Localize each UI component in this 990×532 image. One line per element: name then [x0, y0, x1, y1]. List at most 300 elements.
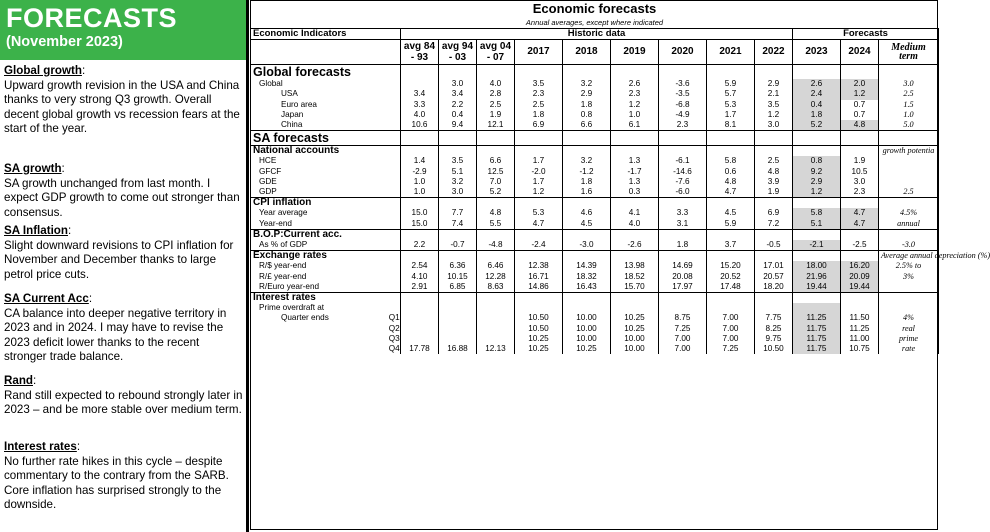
value-cell: 7.4	[439, 219, 477, 230]
section-heading: SA growth	[4, 162, 62, 175]
value-cell: 4.1	[611, 208, 659, 218]
value-cell	[477, 334, 515, 344]
value-cell: 10.00	[611, 334, 659, 344]
value-cell: 4%	[879, 313, 939, 323]
value-cell: 5.1	[439, 167, 477, 177]
value-cell: 2.2	[439, 100, 477, 110]
value-cell: 4.5	[707, 208, 755, 218]
empty-cell	[439, 198, 477, 209]
commentary-section: SA growth: SA growth unchanged from last month. I expect GDP growth to come out stronger than consensus.	[4, 162, 240, 219]
table-title: Economic forecasts	[532, 1, 657, 16]
value-cell: 2.5	[879, 89, 939, 99]
empty-cell	[563, 293, 611, 304]
empty-cell	[477, 293, 515, 304]
value-cell: 3.1	[659, 219, 707, 230]
value-cell: 7.2	[755, 219, 793, 230]
value-cell: 11.50	[841, 313, 879, 323]
value-cell: 3.2	[439, 177, 477, 187]
value-cell: 2.5	[477, 100, 515, 110]
row-label: GFCF	[251, 167, 389, 177]
empty-cell	[401, 131, 439, 146]
value-cell: -2.9	[401, 167, 439, 177]
table-row	[251, 120, 939, 131]
value-cell	[477, 324, 515, 334]
value-cell	[793, 303, 841, 313]
value-cell: rate	[879, 344, 939, 354]
value-cell	[879, 167, 939, 177]
section-heading: Interest rates	[4, 440, 77, 453]
value-cell: 6.6	[563, 120, 611, 131]
table-row	[251, 251, 939, 262]
table-row	[251, 219, 939, 230]
empty-cell	[707, 146, 755, 157]
empty-cell	[879, 65, 939, 80]
value-cell: 2.54	[401, 261, 439, 271]
value-cell: 1.4	[401, 156, 439, 166]
medium-term-note: Average annual depreciation (%)	[879, 251, 939, 262]
value-cell: 10.25	[515, 344, 563, 354]
value-cell: -2.5	[841, 240, 879, 251]
value-cell: 10.5	[841, 167, 879, 177]
year-header: 2018	[563, 40, 611, 65]
value-cell: 5.0	[879, 120, 939, 131]
value-cell	[401, 313, 439, 323]
empty-cell	[563, 65, 611, 80]
empty-cell	[707, 131, 755, 146]
value-cell: 3.3	[401, 100, 439, 110]
empty-cell	[401, 229, 439, 240]
value-cell: 7.00	[707, 324, 755, 334]
empty-cell	[707, 293, 755, 304]
row-label: As % of GDP	[251, 240, 389, 251]
value-cell: 4.7	[515, 219, 563, 230]
value-cell: 4.8	[707, 177, 755, 187]
section-heading: Rand	[4, 374, 33, 387]
forecasts-banner	[0, 0, 246, 60]
forecast-table-panel	[250, 0, 990, 532]
empty-cell	[793, 198, 841, 209]
quarter-label	[389, 110, 401, 120]
quarter-label: Q4	[388, 344, 400, 354]
table-row	[251, 89, 939, 99]
row-label: USA	[251, 89, 389, 99]
table-subtitle: Annual averages, except where indicated	[525, 18, 664, 27]
value-cell	[401, 324, 439, 334]
empty-cell	[841, 198, 879, 209]
table-row	[251, 313, 939, 323]
section-text: SA growth unchanged from last month. I expect GDP growth to come out stronger than consensus.	[4, 176, 240, 219]
table-row	[251, 303, 939, 313]
value-cell: -3.0	[563, 240, 611, 251]
row-label: Japan	[251, 110, 389, 120]
value-cell: 3.5	[755, 100, 793, 110]
value-cell: 1.9	[755, 187, 793, 198]
commentary-section: Global growth: Upward growth revision in the USA and China thanks to very strong Q3 growth. Overall decent global growth vs recession fears at the start of the year.	[4, 64, 240, 136]
row-label: R/Euro year-end	[251, 282, 389, 293]
row-label: China	[251, 120, 389, 131]
value-cell: 4.7	[707, 187, 755, 198]
row-label: Quarter ends	[251, 313, 389, 323]
economic-forecast-table	[250, 0, 990, 354]
value-cell: -2.4	[515, 240, 563, 251]
value-cell: 20.08	[659, 272, 707, 282]
value-cell	[879, 282, 939, 293]
value-cell: 18.32	[563, 272, 611, 282]
commentary-section: SA Current Acc: CA balance into deeper negative territory in 2023 and in 2024. I may have to revise the 2023 deficit lower thanks to the recent stronger trade balance.	[4, 292, 227, 364]
value-cell: 2.3	[659, 120, 707, 131]
value-cell: 17.78	[401, 344, 439, 354]
value-cell: 6.36	[439, 261, 477, 271]
medium-term-note	[879, 229, 939, 240]
value-cell: 10.50	[515, 313, 563, 323]
empty-cell	[401, 65, 439, 80]
empty-cell	[793, 131, 841, 146]
empty-cell	[755, 146, 793, 157]
value-cell	[563, 303, 611, 313]
value-cell: 20.52	[707, 272, 755, 282]
row-label: HCE	[251, 156, 389, 166]
value-cell: 1.8	[793, 110, 841, 120]
value-cell: 3.0	[439, 187, 477, 198]
empty-cell	[515, 293, 563, 304]
forecasts-header: Forecasts	[793, 29, 939, 40]
year-header: 2024	[841, 40, 879, 65]
value-cell: 10.00	[563, 313, 611, 323]
empty-cell	[659, 198, 707, 209]
value-cell: 4.7	[841, 208, 879, 218]
medium-term-note	[879, 198, 939, 209]
year-header: 2021	[707, 40, 755, 65]
empty-cell	[401, 251, 439, 262]
value-cell: 3.2	[563, 156, 611, 166]
year-header-blank	[251, 40, 401, 65]
table-row	[251, 198, 939, 209]
subsection-label: CPI inflation	[251, 198, 401, 209]
subsection-label: National accounts	[251, 146, 401, 157]
medium-term-note: growth potentia	[879, 146, 939, 157]
value-cell: 4.0	[401, 110, 439, 120]
empty-cell	[477, 146, 515, 157]
banner-title: FORECASTS	[6, 3, 178, 33]
empty-cell	[477, 198, 515, 209]
table-row	[251, 208, 939, 218]
value-cell: 17.48	[707, 282, 755, 293]
value-cell: 2.1	[755, 89, 793, 99]
empty-cell	[401, 146, 439, 157]
value-cell: 7.25	[659, 324, 707, 334]
empty-cell	[793, 146, 841, 157]
value-cell: 11.75	[793, 344, 841, 354]
year-header: 2019	[611, 40, 659, 65]
value-cell: 6.9	[755, 208, 793, 218]
value-cell: 17.97	[659, 282, 707, 293]
value-cell: 2.0	[841, 79, 879, 89]
section-heading: Global growth	[4, 64, 82, 77]
medium-term-note	[879, 293, 939, 304]
value-cell: 1.7	[515, 177, 563, 187]
table-row	[251, 79, 939, 89]
value-cell	[515, 303, 563, 313]
empty-cell	[755, 65, 793, 80]
empty-cell	[563, 251, 611, 262]
value-cell: 3.0	[755, 120, 793, 131]
value-cell: 0.8	[793, 156, 841, 166]
quarter-label: Q2	[388, 323, 400, 333]
value-cell: 3.7	[707, 240, 755, 251]
row-label: GDP	[251, 187, 389, 198]
indicators-header: Economic Indicators	[251, 29, 401, 40]
empty-cell	[515, 198, 563, 209]
value-cell: 1.0	[879, 110, 939, 120]
value-cell	[439, 324, 477, 334]
value-cell: 8.75	[659, 313, 707, 323]
value-cell: 14.69	[659, 261, 707, 271]
empty-cell	[841, 146, 879, 157]
section-text: No further rate hikes in this cycle – despite commentary to the contrary from the SARB. Core inflation has surprised strongly to the downside.	[4, 454, 229, 512]
value-cell: 3.4	[439, 89, 477, 99]
value-cell: 2.5	[515, 100, 563, 110]
empty-cell	[515, 229, 563, 240]
empty-cell	[611, 251, 659, 262]
value-cell: -2.6	[611, 240, 659, 251]
value-cell: 0.8	[563, 110, 611, 120]
empty-cell	[659, 65, 707, 80]
value-cell: 4.8	[755, 167, 793, 177]
value-cell: 2.3	[611, 89, 659, 99]
value-cell: -0.5	[755, 240, 793, 251]
value-cell: 5.8	[707, 156, 755, 166]
value-cell: 5.3	[707, 100, 755, 110]
empty-cell	[755, 229, 793, 240]
value-cell: 4.5%	[879, 208, 939, 218]
value-cell: 11.75	[793, 324, 841, 334]
value-cell	[401, 79, 439, 89]
value-cell: 9.4	[439, 120, 477, 131]
value-cell	[879, 177, 939, 187]
value-cell: annual	[879, 219, 939, 230]
value-cell: 6.6	[477, 156, 515, 166]
value-cell: 1.0	[401, 177, 439, 187]
value-cell: 1.3	[611, 177, 659, 187]
empty-cell	[477, 65, 515, 80]
commentary-section: Interest rates: No further rate hikes in this cycle – despite commentary to the contrary from the SARB. Core inflation has surprised strongly to the downside.	[4, 440, 229, 512]
value-cell: 10.25	[515, 334, 563, 344]
empty-cell	[611, 229, 659, 240]
quarter-label	[389, 156, 401, 166]
table-row	[251, 334, 939, 344]
value-cell: 3.0	[841, 177, 879, 187]
value-cell: 21.96	[793, 272, 841, 282]
commentary-panel	[0, 0, 246, 532]
value-cell: -1.2	[563, 167, 611, 177]
value-cell: 0.4	[439, 110, 477, 120]
value-cell: 2.6	[793, 79, 841, 89]
value-cell: 1.0	[611, 110, 659, 120]
value-cell: 10.6	[401, 120, 439, 131]
value-cell: 3.4	[401, 89, 439, 99]
value-cell: 4.0	[611, 219, 659, 230]
value-cell: 20.09	[841, 272, 879, 282]
value-cell: 1.8	[515, 110, 563, 120]
table-row	[251, 100, 939, 110]
value-cell: 1.0	[401, 187, 439, 198]
value-cell: 3.9	[755, 177, 793, 187]
value-cell: 10.00	[563, 334, 611, 344]
value-cell	[707, 303, 755, 313]
value-cell: 5.8	[793, 208, 841, 218]
value-cell: 7.75	[755, 313, 793, 323]
empty-cell	[841, 131, 879, 146]
value-cell: 1.8	[563, 177, 611, 187]
historic-header: Historic data	[401, 29, 793, 40]
value-cell: 18.52	[611, 272, 659, 282]
value-cell: 10.75	[841, 344, 879, 354]
quarter-label	[389, 187, 401, 198]
empty-cell	[401, 198, 439, 209]
value-cell: 1.6	[563, 187, 611, 198]
value-cell: 5.7	[707, 89, 755, 99]
value-cell: 2.9	[563, 89, 611, 99]
value-cell: 15.0	[401, 219, 439, 230]
value-cell: -6.8	[659, 100, 707, 110]
commentary-section: Rand: Rand still expected to rebound strongly later in 2023 – and be more stable over medium term.	[4, 374, 243, 417]
value-cell: 8.25	[755, 324, 793, 334]
quarter-label	[389, 167, 401, 177]
value-cell: -2.0	[515, 167, 563, 177]
empty-cell	[659, 146, 707, 157]
value-cell: 0.7	[841, 100, 879, 110]
table-row	[251, 229, 939, 240]
section-text: Upward growth revision in the USA and China thanks to very strong Q3 growth. Overall decent global growth vs recession fears at the start of the year.	[4, 78, 240, 136]
empty-cell	[755, 251, 793, 262]
value-cell	[439, 313, 477, 323]
value-cell: 5.2	[793, 120, 841, 131]
value-cell: 5.1	[793, 219, 841, 230]
value-cell: -0.7	[439, 240, 477, 251]
value-cell: 6.46	[477, 261, 515, 271]
value-cell	[401, 334, 439, 344]
value-cell: 2.91	[401, 282, 439, 293]
value-cell: 10.15	[439, 272, 477, 282]
value-cell: 1.2	[793, 187, 841, 198]
value-cell: 12.5	[477, 167, 515, 177]
value-cell: 3.0	[439, 79, 477, 89]
empty-cell	[659, 229, 707, 240]
value-cell: 10.25	[611, 313, 659, 323]
value-cell: real	[879, 324, 939, 334]
value-cell: 14.86	[515, 282, 563, 293]
value-cell: 1.2	[841, 89, 879, 99]
empty-cell	[707, 229, 755, 240]
empty-cell	[563, 229, 611, 240]
empty-cell	[477, 251, 515, 262]
value-cell: 6.85	[439, 282, 477, 293]
value-cell: 2.9	[793, 177, 841, 187]
row-label: Global	[251, 79, 389, 89]
value-cell: 0.3	[611, 187, 659, 198]
value-cell: 1.8	[659, 240, 707, 251]
value-cell: 3%	[879, 272, 939, 282]
value-cell: 1.2	[755, 110, 793, 120]
quarter-label: Q1	[388, 313, 400, 323]
value-cell: -4.9	[659, 110, 707, 120]
value-cell: 2.4	[793, 89, 841, 99]
value-cell	[659, 303, 707, 313]
empty-cell	[841, 293, 879, 304]
section-text: Slight downward revisions to CPI inflation for November and December thanks to large petrol price cuts.	[4, 238, 234, 281]
section-label: SA forecasts	[251, 131, 401, 146]
empty-cell	[611, 146, 659, 157]
section-text: CA balance into deeper negative territory in 2023 and in 2024. I may have to revise the 2023 deficit lower thanks to the recent stronger trade balance.	[4, 306, 227, 364]
value-cell: 2.3	[515, 89, 563, 99]
row-label: Prime overdraft at	[251, 303, 389, 313]
value-cell	[439, 303, 477, 313]
value-cell: -14.6	[659, 167, 707, 177]
table-row	[251, 240, 939, 251]
value-cell: 7.0	[477, 177, 515, 187]
empty-cell	[611, 131, 659, 146]
value-cell: 12.1	[477, 120, 515, 131]
value-cell: 4.6	[563, 208, 611, 218]
empty-cell	[879, 131, 939, 146]
quarter-label	[389, 100, 401, 110]
empty-cell	[659, 293, 707, 304]
value-cell: 3.0	[879, 79, 939, 89]
year-header: 2017	[515, 40, 563, 65]
value-cell: 8.1	[707, 120, 755, 131]
empty-cell	[439, 251, 477, 262]
table-row	[251, 261, 939, 271]
value-cell: 1.5	[879, 100, 939, 110]
table-row	[251, 131, 939, 146]
year-header: Medium term	[879, 40, 939, 65]
empty-cell	[401, 293, 439, 304]
empty-cell	[707, 251, 755, 262]
section-label: Global forecasts	[251, 65, 401, 80]
value-cell: 4.5	[563, 219, 611, 230]
value-cell: 6.9	[515, 120, 563, 131]
empty-cell	[793, 65, 841, 80]
value-cell: -3.6	[659, 79, 707, 89]
value-cell: 14.39	[563, 261, 611, 271]
value-cell: -2.1	[793, 240, 841, 251]
section-heading: SA Inflation	[4, 224, 68, 237]
quarter-label	[389, 240, 401, 251]
quarter-label	[389, 208, 401, 218]
empty-cell	[755, 293, 793, 304]
value-cell: 1.7	[707, 110, 755, 120]
value-cell: 7.7	[439, 208, 477, 218]
value-cell: 7.00	[659, 334, 707, 344]
value-cell: 4.0	[477, 79, 515, 89]
empty-cell	[439, 293, 477, 304]
value-cell: 15.70	[611, 282, 659, 293]
empty-cell	[755, 131, 793, 146]
table-row	[251, 282, 939, 293]
value-cell: 5.9	[707, 219, 755, 230]
empty-cell	[563, 198, 611, 209]
value-cell	[439, 334, 477, 344]
table-row	[251, 272, 939, 282]
value-cell: 11.25	[793, 313, 841, 323]
value-cell: 11.75	[793, 334, 841, 344]
value-cell: 5.3	[515, 208, 563, 218]
value-cell: 9.75	[755, 334, 793, 344]
year-header: 2023	[793, 40, 841, 65]
value-cell: 10.25	[611, 324, 659, 334]
value-cell: -3.0	[879, 240, 939, 251]
empty-cell	[707, 65, 755, 80]
